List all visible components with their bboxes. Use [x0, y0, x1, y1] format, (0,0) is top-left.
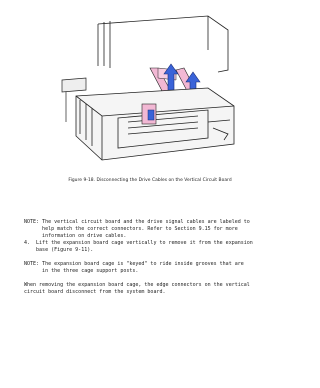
figure-9-18: [58, 10, 242, 174]
note-cable-labels: NOTE: The vertical circuit board and the drive signal cables are labeled to help match the correct connectors. Refer to Section 9.15 for more information on drive cables.: [24, 219, 250, 239]
closing-paragraph: When removing the expansion board cage, the edge connectors on the vertical circuit board disconnect from the system board.: [24, 282, 250, 295]
drive-cables-illustration: [58, 10, 242, 174]
note-keyed-cage: NOTE: The expansion board cage is "keyed" to ride inside grooves that are in the three cage support posts.: [24, 261, 244, 274]
step-4-lift-cage: 4. Lift the expansion board cage vertically to remove it from the expansion base (Figure 9-11).: [24, 240, 253, 253]
vertical-circuit-board: [142, 104, 156, 124]
figure-caption: Figure 9-18. Disconnecting the Drive Cables on the Vertical Circuit Board: [68, 178, 232, 183]
